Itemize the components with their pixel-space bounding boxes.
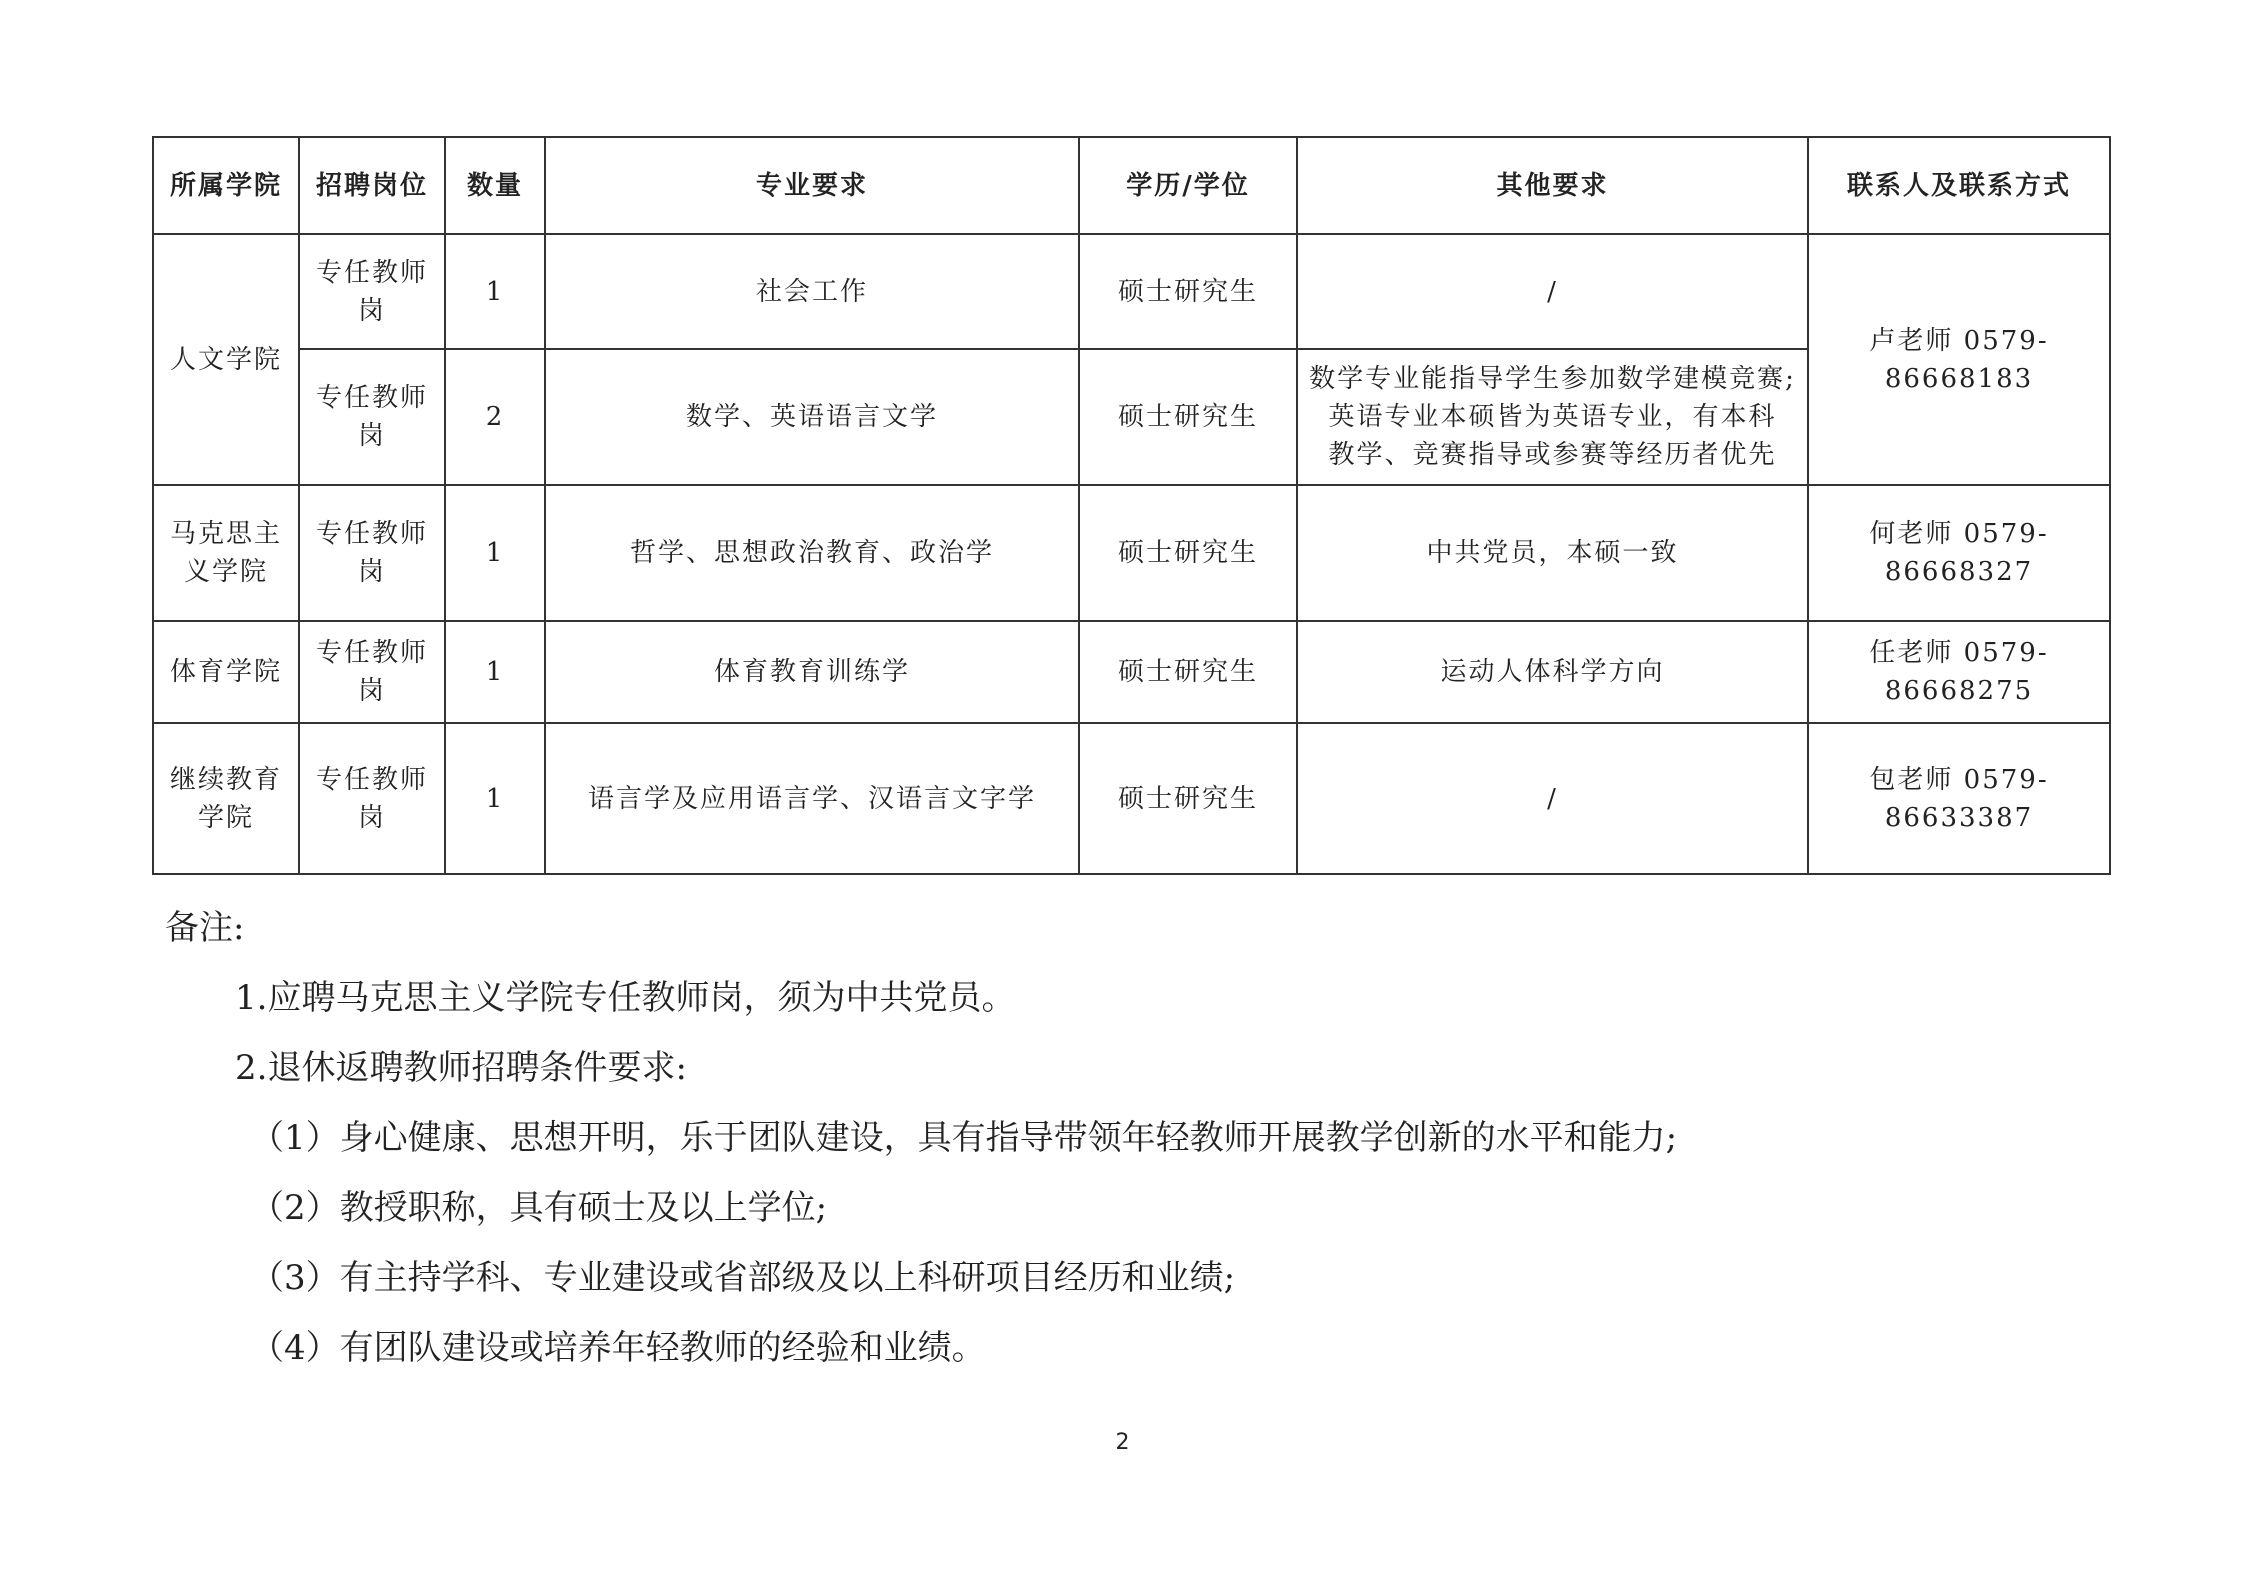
table-row [153,723,2110,874]
degree-cell: 硕士研究生 [1079,485,1297,621]
count-cell: 2 [445,349,545,485]
count-cell: 1 [445,723,545,874]
table-row [153,234,2110,349]
post-cell: 专任教师岗 [299,349,445,485]
header-other: 其他要求 [1297,137,1808,234]
degree-cell: 硕士研究生 [1079,723,1297,874]
post-cell: 专任教师岗 [299,621,445,723]
note-subitem: （4）有团队建设或培养年轻教师的经验和业绩。 [250,1328,986,1368]
contact-cell: 包老师 0579-86633387 [1808,723,2110,874]
header-college: 所属学院 [153,137,299,234]
major-cell: 语言学及应用语言学、汉语言文字学 [545,723,1079,874]
table-row [153,485,2110,621]
other-cell [1297,349,1808,485]
count-cell: 1 [445,485,545,621]
degree-cell: 硕士研究生 [1079,621,1297,723]
other-cell: 运动人体科学方向 [1297,621,1808,723]
major-cell: 体育教育训练学 [545,621,1079,723]
major-cell: 哲学、思想政治教育、政治学 [545,485,1079,621]
count-cell: 1 [445,621,545,723]
header-degree: 学历/学位 [1079,137,1297,234]
note-subitem: （2）教授职称，具有硕士及以上学位; [250,1188,828,1228]
contact-cell: 任老师 0579-86668275 [1808,621,2110,723]
count-cell: 1 [445,234,545,349]
note-item: 1.应聘马克思主义学院专任教师岗，须为中共党员。 [235,978,1016,1018]
notes-section [165,893,1677,1383]
note-subitem: （1）身心健康、思想开明，乐于团队建设，具有指导带领年轻教师开展教学创新的水平和能力; [250,1118,1678,1158]
college-cell: 人文学院 [153,234,299,485]
recruitment-table [152,136,2111,875]
post-cell: 专任教师岗 [299,485,445,621]
header-major: 专业要求 [545,137,1079,234]
degree-cell: 硕士研究生 [1079,234,1297,349]
other-line: 教学、竞赛指导或参赛等经历者优先 [1328,440,1777,470]
college-cell: 体育学院 [153,621,299,723]
notes-title: 备注: [165,908,245,948]
other-line: 数学专业能指导学生参加数学建模竞赛; [1309,364,1796,394]
header-contact: 联系人及联系方式 [1808,137,2110,234]
post-cell: 专任教师岗 [299,723,445,874]
other-cell: / [1297,723,1808,874]
major-cell: 社会工作 [545,234,1079,349]
page-number: 2 [1115,1430,1130,1455]
header-count: 数量 [445,137,545,234]
contact-cell: 卢老师 0579-86668183 [1808,234,2110,485]
header-post: 招聘岗位 [299,137,445,234]
other-cell: 中共党员，本硕一致 [1297,485,1808,621]
post-cell: 专任教师岗 [299,234,445,349]
major-cell: 数学、英语语言文学 [545,349,1079,485]
note-subitem: （3）有主持学科、专业建设或省部级及以上科研项目经历和业绩; [250,1258,1236,1298]
other-line: 英语专业本硕皆为英语专业，有本科 [1328,402,1777,432]
college-cell: 继续教育学院 [153,723,299,874]
note-item: 2.退休返聘教师招聘条件要求: [235,1048,687,1088]
other-cell: / [1297,234,1808,349]
college-cell: 马克思主义学院 [153,485,299,621]
table-header-row [153,137,2110,234]
degree-cell: 硕士研究生 [1079,349,1297,485]
contact-cell: 何老师 0579-86668327 [1808,485,2110,621]
table-row [153,621,2110,723]
